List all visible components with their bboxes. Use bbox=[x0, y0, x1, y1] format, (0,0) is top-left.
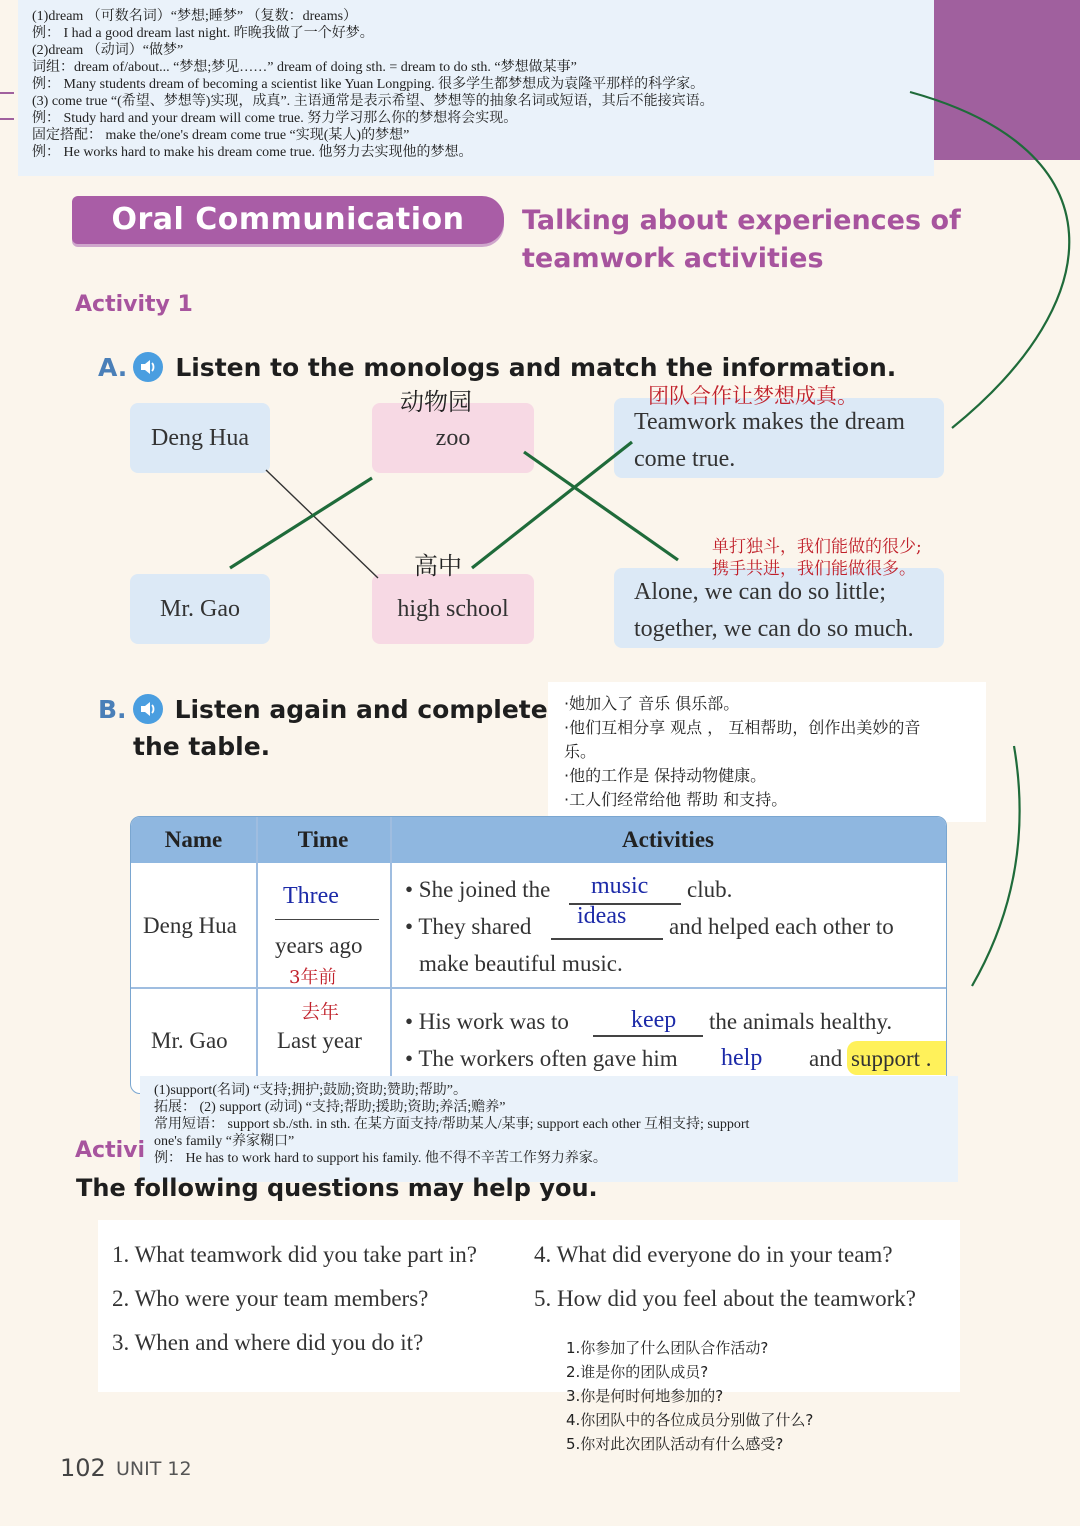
table-divider bbox=[131, 987, 946, 989]
cn-question: 3.你是何时何地参加的? bbox=[566, 1387, 724, 1405]
page-number: 102 bbox=[60, 1454, 106, 1482]
activity-2-prompt: The following questions may help you. bbox=[76, 1174, 598, 1202]
questions-box bbox=[98, 1220, 960, 1392]
row2-name: Mr. Gao bbox=[151, 1028, 228, 1053]
section-letter: A. bbox=[98, 352, 128, 382]
section-letter: B. bbox=[98, 694, 127, 724]
note-line: 拓展： (2) support (动词) “支持;帮助;援助;资助;养活;赡养” bbox=[154, 1100, 506, 1115]
subtitle-line: Talking about experiences of bbox=[522, 205, 961, 236]
note-line: 常用短语： support sb./sth. in sth. 在某方面支持/帮助某人/某事; support each other 互相支持; support bbox=[154, 1117, 750, 1132]
note-line: (1)dream （可数名词）“梦想;睡梦” （复数：dreams） bbox=[32, 9, 358, 24]
statement-note-1: 团队合作让梦想成真。 bbox=[648, 384, 858, 408]
note-line: 例： He works hard to make his dream come true. 他努力去实现他的梦想。 bbox=[32, 145, 473, 160]
section-banner: Oral Communication bbox=[72, 196, 504, 244]
place-note-high-school: 高中 bbox=[414, 552, 462, 580]
activities-table bbox=[130, 816, 947, 1094]
curve-arrow-top bbox=[910, 92, 1069, 428]
table-divider bbox=[390, 817, 392, 1093]
note-line: (1)support(名词) “支持;拥护;鼓励;资助;赞助;帮助”。 bbox=[154, 1083, 468, 1098]
note-line: one's family “养家糊口” bbox=[154, 1134, 295, 1149]
row1-act1-pre: • She joined the bbox=[405, 877, 551, 902]
question: 3. When and where did you do it? bbox=[112, 1330, 424, 1355]
row2-act1-post: the animals healthy. bbox=[709, 1009, 893, 1034]
table-divider bbox=[256, 817, 258, 1093]
row1-act2-post: and helped each other to bbox=[669, 914, 894, 939]
note-line: 例： I had a good dream last night. 昨晚我做了一个好梦。 bbox=[32, 26, 374, 41]
subtitle-line: teamwork activities bbox=[522, 243, 824, 274]
place-box-high-school[interactable]: high school bbox=[372, 574, 534, 644]
note-line: (2)dream （动词）“做梦” bbox=[32, 43, 184, 58]
note-line: ·他的工作是 保持动物健康。 bbox=[564, 766, 767, 785]
table-header bbox=[131, 817, 946, 863]
note-line: 例： Study hard and your dream will come true. 努力学习那么你的梦想将会实现。 bbox=[32, 111, 518, 126]
name-box-mr-gao[interactable]: Mr. Gao bbox=[130, 574, 270, 644]
statement-line: Teamwork makes the dream bbox=[634, 409, 905, 435]
question: 2. Who were your team members? bbox=[112, 1286, 429, 1311]
row2-act1-answer[interactable]: keep bbox=[631, 1007, 677, 1033]
row1-name: Deng Hua bbox=[143, 913, 237, 938]
place-box-zoo[interactable]: zoo bbox=[372, 403, 534, 473]
cn-question: 1.你参加了什么团队合作活动? bbox=[566, 1339, 769, 1357]
row2-act1-pre: • His work was to bbox=[405, 1009, 569, 1034]
match-line-deng-zoo bbox=[230, 478, 372, 568]
row2-act2-answer[interactable]: help bbox=[721, 1045, 763, 1071]
row2-act2-and: and bbox=[809, 1046, 843, 1071]
note-line: 例： Many students dream of becoming a scientist like Yuan Longping. 很多学生都梦想成为袁隆平那样的科学家。 bbox=[32, 77, 705, 92]
row1-act2-pre: • They shared bbox=[405, 914, 532, 939]
instruction-text: Listen to the monologs and match the information. bbox=[175, 352, 897, 382]
activity-2-label: Activi bbox=[75, 1138, 146, 1163]
cn-question: 2.谁是你的团队成员? bbox=[566, 1363, 709, 1381]
unit-label: UNIT 12 bbox=[116, 1458, 192, 1480]
question: 5. How did you feel about the teamwork? bbox=[534, 1286, 916, 1311]
row2-act2-highlight: support . bbox=[851, 1046, 932, 1071]
row1-act1-answer[interactable]: music bbox=[591, 873, 649, 899]
row1-act2-answer[interactable]: ideas bbox=[577, 903, 627, 929]
row1-time-note: 3年前 bbox=[289, 967, 337, 988]
row2-time-text: Last year bbox=[277, 1028, 362, 1053]
note-line: 词组：dream of/about... “梦想;梦见……” dream of doing sth. = dream to do sth. “梦想做某事” bbox=[32, 60, 577, 75]
blank-line bbox=[551, 938, 663, 940]
blank-line bbox=[593, 1035, 703, 1037]
note-line: ·她加入了 音乐 俱乐部。 bbox=[564, 694, 740, 713]
statement-note-2: 单打独斗，我们能做的很少; bbox=[712, 537, 922, 557]
speaker-icon[interactable] bbox=[133, 694, 163, 724]
header-name: Name bbox=[164, 827, 223, 852]
activity-1-label: Activity 1 bbox=[75, 292, 193, 317]
section-b-cn-note bbox=[548, 682, 986, 822]
place-note-zoo: 动物园 bbox=[400, 388, 472, 416]
note-line: 乐。 bbox=[564, 742, 597, 761]
statement-line: Alone, we can do so little; bbox=[634, 579, 886, 605]
row1-time-answer[interactable]: Three bbox=[283, 883, 339, 909]
row2-act2-pre: • The workers often gave him bbox=[405, 1046, 678, 1071]
instruction-text: Listen again and complete bbox=[174, 694, 548, 724]
row1-act1-post: club. bbox=[687, 877, 733, 902]
row1-act2-cont: make beautiful music. bbox=[419, 951, 623, 976]
note-line: 例： He has to work hard to support his family. 他不得不辛苦工作努力养家。 bbox=[154, 1151, 607, 1166]
support-vocab-note bbox=[140, 1076, 958, 1182]
name-box-deng-hua[interactable]: Deng Hua bbox=[130, 403, 270, 473]
note-line: 固定搭配： make the/one's dream come true “实现(某人)的梦想” bbox=[32, 128, 410, 143]
question: 1. What teamwork did you take part in? bbox=[112, 1242, 477, 1267]
note-line: ·他们互相分享 观点 ， 互相帮助，创作出美妙的音 bbox=[564, 718, 921, 737]
time-blank-line bbox=[275, 919, 379, 920]
row2-time-note: 去年 bbox=[301, 1001, 340, 1023]
cn-question: 5.你对此次团队活动有什么感受? bbox=[566, 1435, 784, 1453]
match-line-school-dream bbox=[472, 442, 632, 568]
note-line: ·工人们经常给他 帮助 和支持。 bbox=[564, 790, 788, 809]
note-line: (3) come true “(希望、梦想等)实现，成真”. 主语通常是表示希望、梦想等的抽象名词或短语，其后不能接宾语。 bbox=[32, 94, 714, 109]
header-activities: Activities bbox=[622, 827, 714, 852]
section-b-instruction bbox=[98, 694, 548, 724]
row1-time-text: years ago bbox=[275, 933, 363, 958]
cn-question: 4.你团队中的各位成员分别做了什么? bbox=[566, 1411, 814, 1429]
instruction-text-cont: the table. bbox=[133, 732, 271, 761]
statement-line: come true. bbox=[634, 446, 736, 472]
header-time: Time bbox=[297, 827, 349, 852]
statement-note-3: 携手共进，我们能做很多。 bbox=[712, 559, 916, 579]
question: 4. What did everyone do in your team? bbox=[534, 1242, 893, 1267]
statement-line: together, we can do so much. bbox=[634, 616, 914, 642]
